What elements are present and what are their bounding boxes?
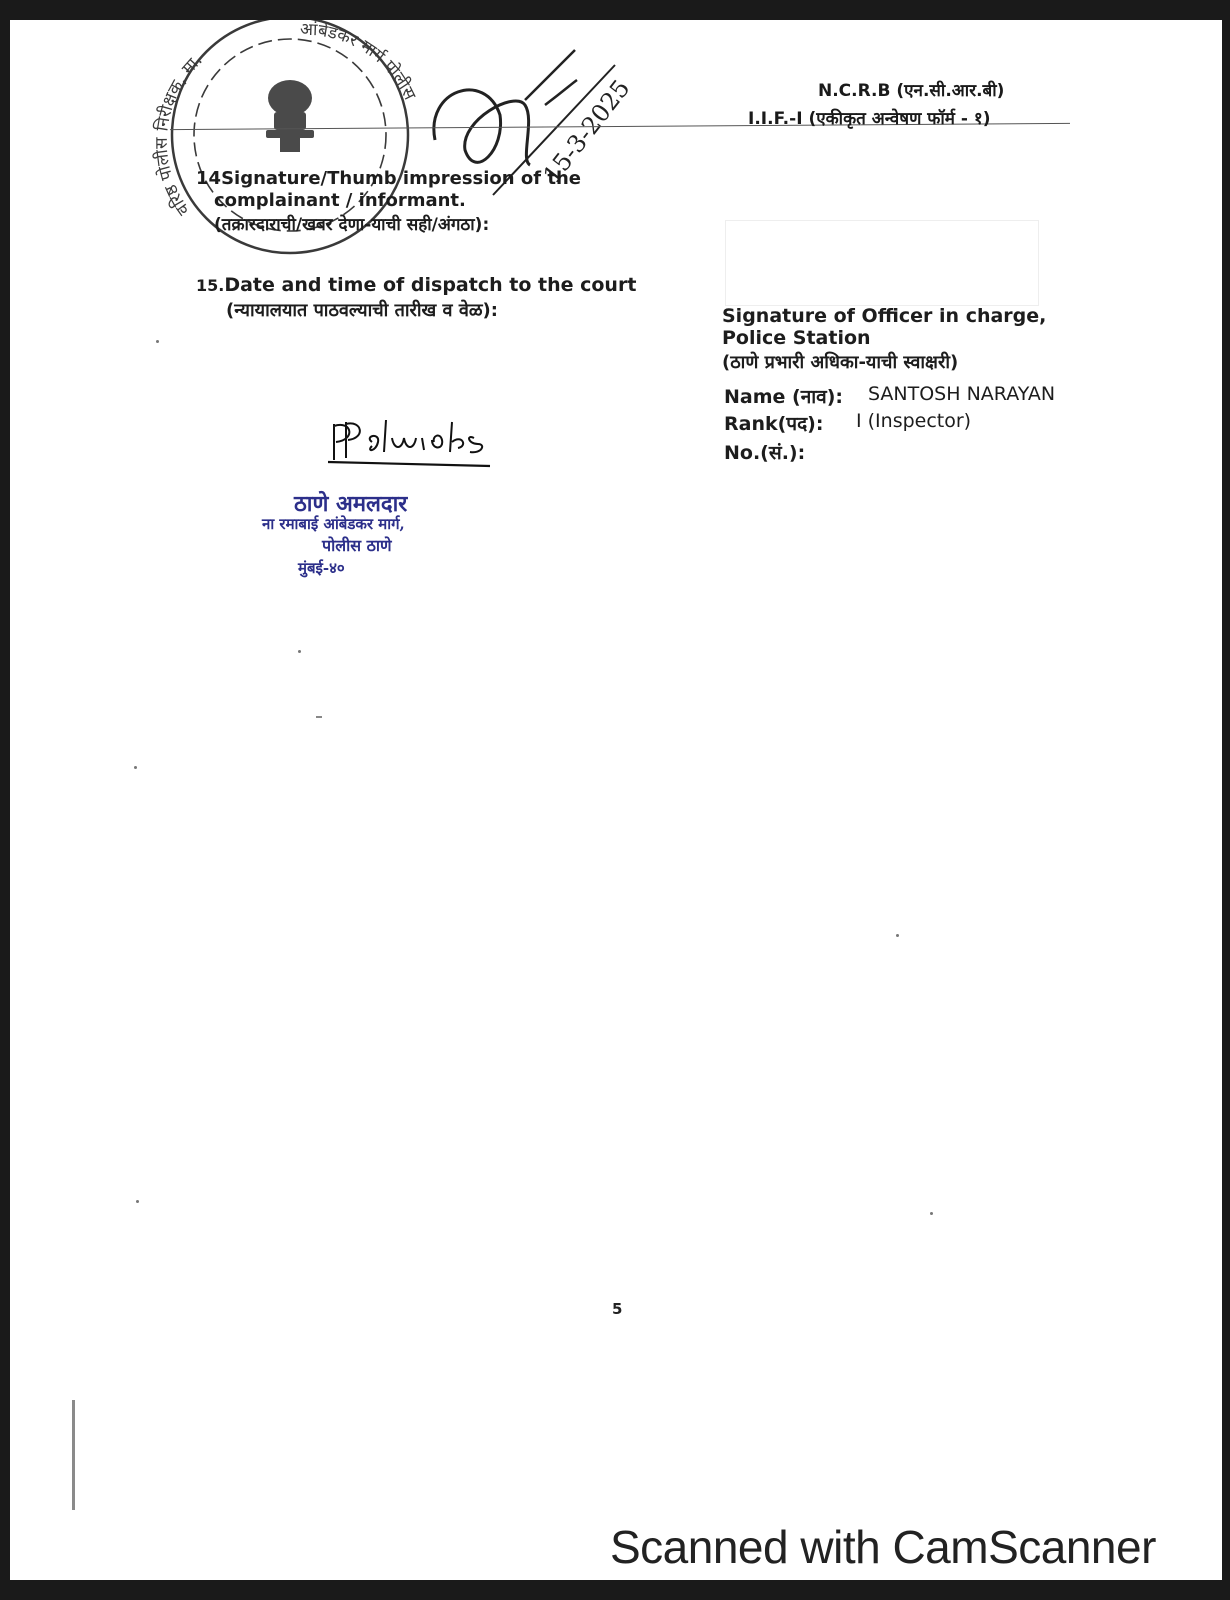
complainant-signature-date: 15-3-2025: [537, 74, 636, 189]
item15-number: 15.: [196, 276, 225, 295]
officer-title-line2: Police Station: [722, 327, 871, 349]
officer-name-label: Name (नाव):: [724, 386, 844, 408]
officer-rank-label: Rank(पद):: [724, 413, 824, 435]
page-number: 5: [612, 1300, 623, 1318]
officer-signature-box: [725, 220, 1039, 306]
camscanner-watermark: Scanned with CamScanner: [610, 1521, 1156, 1573]
item14-label-line1: Signature/Thumb impression of the: [221, 168, 581, 189]
officer-name-value: SANTOSH NARAYAN: [868, 383, 1056, 405]
officer-signature: [322, 412, 502, 472]
ncrb-header: N.C.R.B (एन.सी.आर.बी): [818, 81, 1005, 101]
svg-text:वरिष्ठ पोलीस निरीक्षक, मा.: [151, 50, 207, 219]
item15-label: Date and time of dispatch to the court: [224, 274, 637, 296]
item15-label-marathi: (न्यायालयात पाठवल्याची तारीख व वेळ):: [226, 300, 498, 321]
form-header: I.I.F.-I (एकीकृत अन्वेषण फॉर्म - १): [748, 109, 991, 129]
officer-title-marathi: (ठाणे प्रभारी अधिका-याची स्वाक्षरी): [722, 352, 959, 373]
scan-speck: [156, 340, 159, 343]
scan-speck: [896, 934, 899, 937]
officer-stamp-line1: ठाणे अमलदार: [294, 491, 408, 517]
officer-rank-value: I (Inspector): [856, 410, 972, 432]
national-emblem-icon: [266, 80, 314, 152]
document-page: [10, 20, 1222, 1580]
scan-speck: [298, 650, 301, 653]
svg-text:आंबेडकर मार्ग पोलीस: [300, 20, 420, 104]
item14-line1: [196, 168, 581, 189]
item15-line: [196, 274, 636, 296]
scan-edge-bar: [72, 1400, 75, 1510]
scan-speck: [136, 1200, 139, 1203]
officer-stamp-line3: पोलीस ठाणे: [322, 536, 392, 555]
seal-arc-right-text: आंबेडकर मार्ग पोलीस: [299, 20, 420, 104]
item14-label-line2: complainant / informant.: [214, 190, 466, 211]
officer-no-label: No.(सं.):: [724, 442, 806, 464]
scan-speck: [316, 716, 322, 718]
officer-stamp-line2: ना रमाबाई आंबेडकर मार्ग,: [262, 515, 405, 533]
scan-speck: [930, 1212, 933, 1215]
scan-speck: [134, 766, 137, 769]
officer-stamp-line4: मुंबई-४०: [298, 559, 345, 577]
item14-number: 14: [196, 168, 222, 189]
item14-label-marathi: (तक्रारदाराची/खबर देणा-याची सही/अंगठा):: [214, 215, 490, 235]
seal-arc-left-text: वरिष्ठ पोलीस निरीक्षक, मा.: [151, 50, 207, 219]
officer-title-line1: Signature of Officer in charge,: [722, 305, 1047, 327]
